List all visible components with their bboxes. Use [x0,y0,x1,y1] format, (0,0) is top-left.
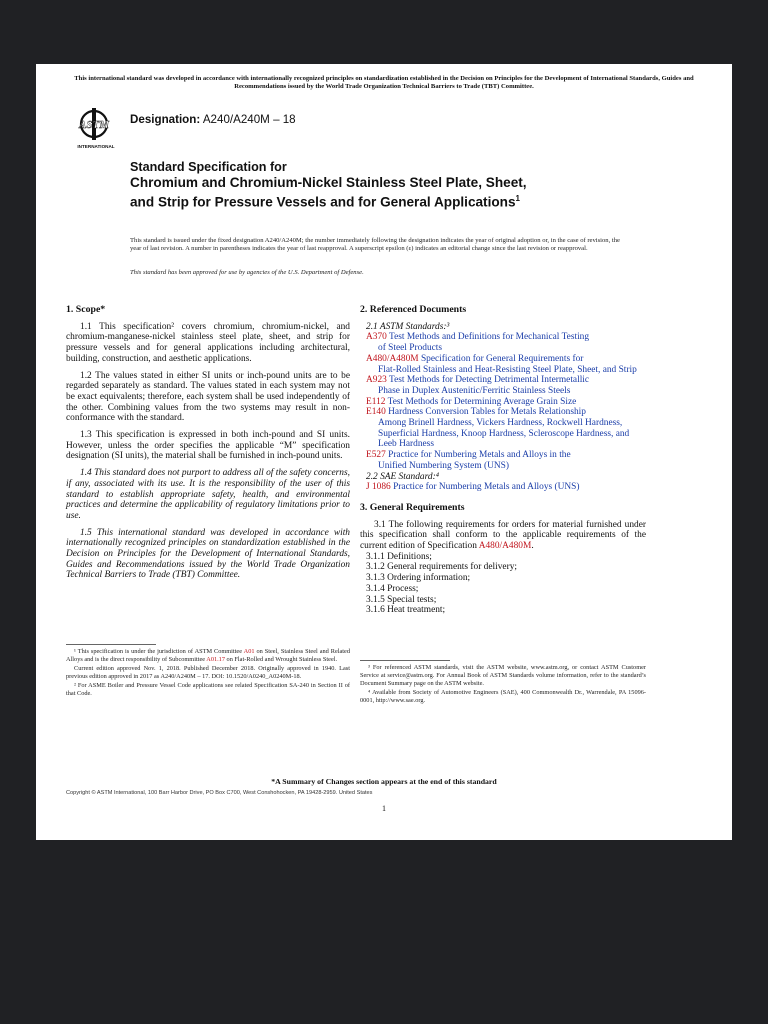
astm-title-link[interactable]: Specification for General Requirements for [418,353,584,364]
general-requirements-list [366,552,646,616]
tbt-notice: This international standard was developed in accordance with internationally recognized principles on standardization established in the Decision on Principles for the Development of International Standards, Guides and Recommendations issued by the World Trade Organization Technical Barriers to Trade (TBT) Committee. [74,75,694,91]
document-page [36,64,732,840]
astm-item [360,332,646,353]
logo-wordmark: ASTM [79,119,109,131]
designation-code: A240/A240M – 18 [202,113,296,126]
astm-item [360,407,646,450]
scope-1-5: 1.5 This international standard was developed in accordance with internationally recognized principles on standardization established in the Decision on Principles for the Development of International Standards, Guides and Recommendations issued by the World Trade Organization Technical Barriers to Trade (TBT) Committee. [66,527,350,581]
astm-standards-label: 2.1 ASTM Standards:³ [366,321,450,332]
astm-code-link[interactable]: E140 [366,407,386,418]
page-number: 1 [382,804,386,813]
astm-title-continuation[interactable]: Among Brinell Hardness, Vickers Hardness, Rockwell Hardness, Superficial Hardness, Knoop Hardness, Scleroscope Hardness, and Leeb Hardness [378,418,630,450]
footnote-4: ⁴ Available from Society of Automotive Engineers (SAE), 400 Commonwealth Dr., Warrendale, PA 15096-0001, http://www.sae.org. [360,689,646,704]
sae-standard-label: 2.2 SAE Standard:⁴ [366,471,439,482]
astm-item [360,450,646,471]
astm-title-link[interactable]: Test Methods for Determining Average Grain Size [385,396,577,407]
document-title [130,160,540,211]
title-line-2: Chromium and Chromium-Nickel Stainless Steel Plate, Sheet, and Strip for Pressure Vessels and for General Applications$^1$ [130,175,527,210]
footnote-3: ³ For referenced ASTM standards, visit the ASTM website, www.astm.org, or contact ASTM Customer Service at service@astm.org. For Annual Book of ASTM Standards volume information, refer to the standard’s Document Summary page on the ASTM website. [360,664,646,687]
astm-code-link[interactable]: A923 [366,375,387,386]
scope-1-3: 1.3 This specification is expressed in both inch-pound and SI units. However, unless the order specifies the applicable “M” specification designation (SI units), the material shall be furnished in inch-pound units. [66,430,350,462]
general-3-1: 3.1 The following requirements for orders for material furnished under this specification shall conform to the applicable requirements of the current edition of Specification A480/A480M. [360,519,646,552]
general-requirement-item: 3.1.5 Special tests; [366,594,437,605]
astm-item [360,375,646,396]
astm-code-link[interactable]: E527 [366,450,386,461]
general-requirement-item: 3.1.2 General requirements for delivery; [366,562,517,573]
summary-of-changes-note: *A Summary of Changes section appears at the end of this standard [271,777,497,786]
scope-heading: 1. Scope* [66,304,106,315]
issued-statement: This standard is issued under the fixed designation A240/A240M; the number immediately following the designation indicates the year of original adoption or, in the case of revision, the year of last revision. A number in parentheses indicates the year of last reapproval. A superscript epsilon (ε) indicates an editorial change since the last revision or reapproval. [130,237,620,253]
astm-code-link[interactable]: E112 [366,396,386,407]
referenced-documents-heading: 2. Referenced Documents [360,304,467,315]
logo-subword: INTERNATIONAL [77,144,115,149]
general-requirement-item: 3.1.1 Definitions; [366,551,432,562]
general-requirement-item: 3.1.6 Heat treatment; [366,605,446,616]
astm-standards-list [360,332,646,471]
sae-standards-list [360,482,646,493]
footnote-1-edition: Current edition approved Nov. 1, 2018. Published December 2018. Originally approved in 1940. Last previous edition approved in 2017 as A240/A240M – 17. DOI: 10.1520/A0240_A0240M-18. [66,665,350,680]
left-column [66,305,350,587]
title-footnote-mark: 1 [515,194,520,204]
general-requirement-item: 3.1.3 Ordering information; [366,573,471,584]
footnote-rule-left [66,644,156,645]
designation-label: Designation: [130,113,201,126]
astm-item [360,354,646,375]
right-column [360,305,646,616]
general-requirements-heading: 3. General Requirements [360,501,465,513]
astm-title-continuation[interactable]: Flat-Rolled Stainless and Heat-Resisting Steel Plate, Sheet, and Strip [378,364,637,375]
astm-title-continuation[interactable]: Unified Numbering System (UNS) [378,460,509,471]
committee-a01-link[interactable]: A01 [243,648,255,655]
sae-item [360,482,646,493]
astm-code-link[interactable]: A480/A480M [366,353,419,364]
astm-title-continuation[interactable]: of Steel Products [378,343,443,354]
astm-title-link[interactable]: Practice for Numbering Metals and Alloys in the [385,450,571,461]
astm-title-continuation[interactable]: Phase in Duplex Austenitic/Ferritic Stainless Steels [378,385,571,396]
astm-logo [74,104,118,152]
astm-item [360,397,646,408]
scope-1-4: 1.4 This standard does not purport to address all of the safety concerns, if any, associated with its use. It is the responsibility of the user of this standard to establish appropriate safety, health, and environmental practices and determine the applicability of regulatory limitations prior to use. [66,468,350,521]
sae-code-link[interactable]: J 1086 [366,482,391,493]
designation [130,113,296,126]
title-line-1: Standard Specification for [130,160,287,174]
scope-1-2: 1.2 The values stated in either SI units or inch-pound units are to be regarded separately as standard. The values stated in each system may not be exact equivalents; therefore, each system shall be used independently of the other. Combining values from the two systems may result in non-conformance with the standard. [66,370,350,424]
dod-approval-statement: This standard has been approved for use by agencies of the U.S. Department of Defense. [130,269,364,276]
astm-title-link[interactable]: Hardness Conversion Tables for Metals Relationship [385,407,586,418]
footnotes-left [66,648,350,699]
footnote-1: ¹ This specification is under the jurisdiction of ASTM Committee A01 on Steel, Stainless Steel and Related Alloys and is the direct responsibility of Subcommittee A01.17 on Flat-Rolled and Wrought Stainless Steel. [66,648,350,663]
copyright-line: Copyright © ASTM International, 100 Barr Harbor Drive, PO Box C700, West Conshohocken, PA 19428-2959. United States [66,790,373,796]
footnote-2: ² For ASME Boiler and Pressure Vessel Code applications see related Specification SA-240 in Section II of that Code. [66,682,350,697]
footnote-rule-right [360,660,450,661]
subcommittee-a01-17-link[interactable]: A01.17 [206,656,225,663]
astm-title-link[interactable]: Test Methods for Detecting Detrimental Intermetallic [386,375,590,386]
general-requirement-item: 3.1.4 Process; [366,583,419,594]
footnotes-right [360,664,646,706]
astm-code-link[interactable]: A370 [366,332,387,343]
sae-title-link[interactable]: Practice for Numbering Metals and Alloys (UNS) [390,482,580,493]
astm-title-link[interactable]: Test Methods and Definitions for Mechanical Testing [386,332,590,343]
spec-a480-link[interactable]: A480/A480M [478,541,532,552]
scope-1-1: 1.1 This specification² covers chromium, chromium-nickel, and chromium-manganese-nickel stainless steel plate, sheet, and strip for pressure vessels and for general applications including architectural, building, construction, and aesthetic applications. [66,321,350,364]
